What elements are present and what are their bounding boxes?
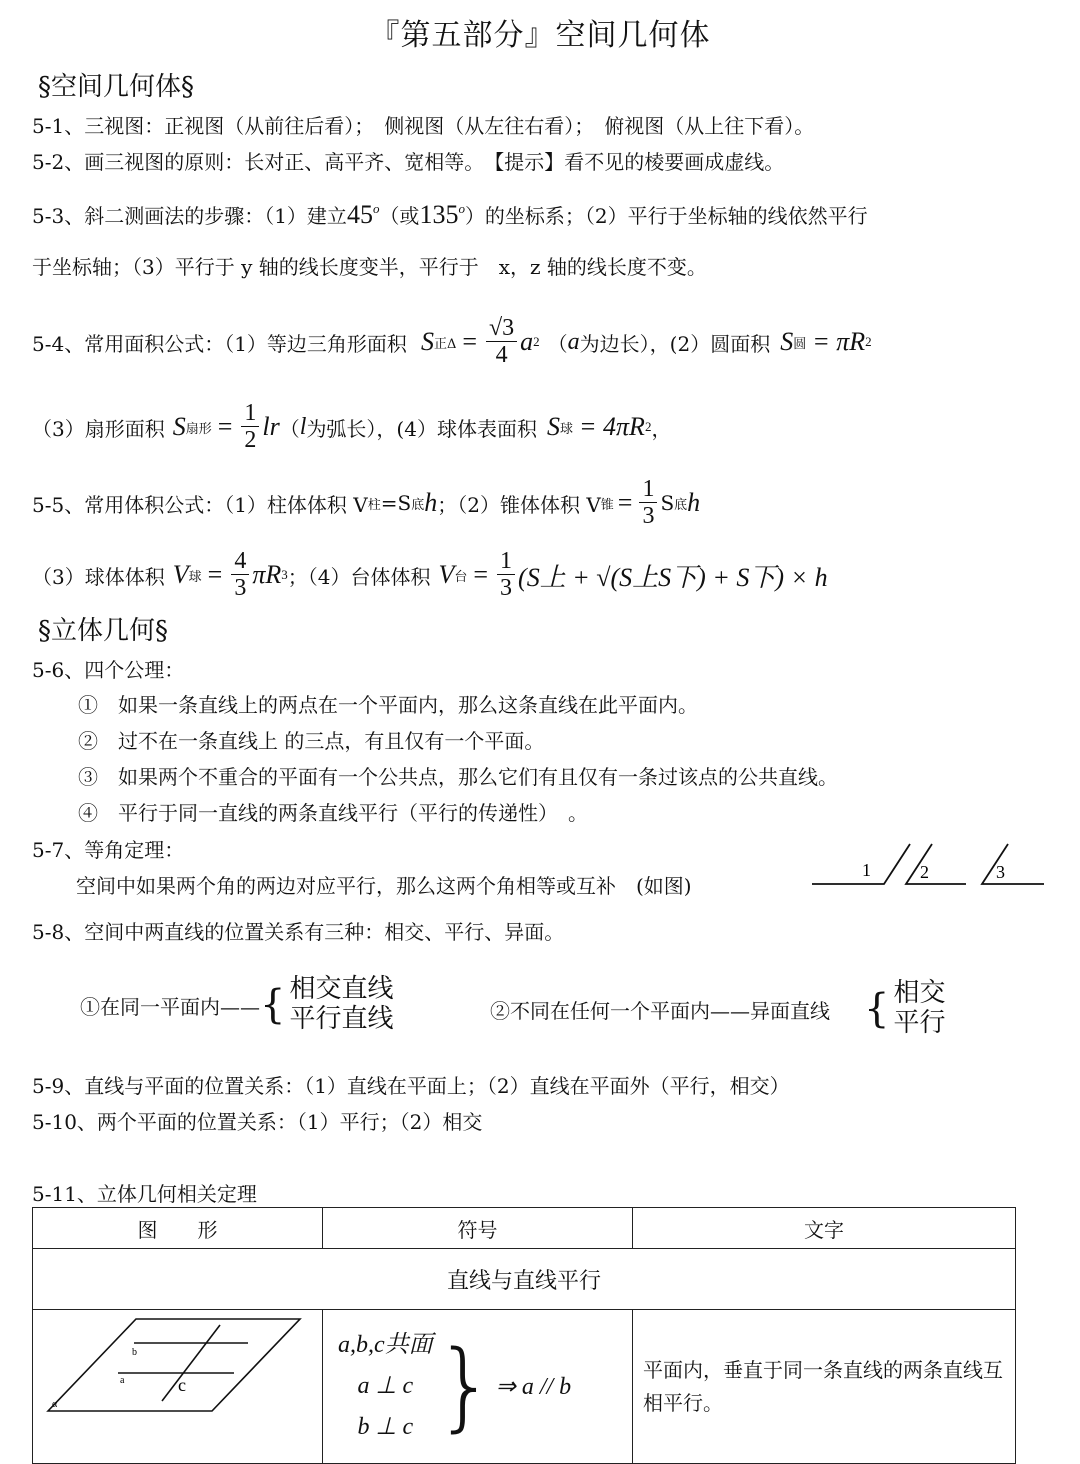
symbol-a: a [567, 328, 580, 355]
item-5-3-line1 [32, 200, 868, 230]
circle-area-expr: = πR [812, 327, 866, 356]
text: ②不同在任何一个平面内——异面直线 [490, 998, 830, 1023]
denominator: 3 [500, 575, 513, 601]
degree-mark: o [372, 201, 380, 216]
option-parallel: 平行 [893, 1008, 946, 1038]
angle-3-shape [982, 844, 1044, 884]
subscript: 正Δ [433, 336, 457, 352]
fraction-sqrt3-over-4 [486, 316, 517, 368]
fraction-1-over-2 [241, 401, 259, 453]
line-c [162, 1325, 220, 1401]
angle-label-3: 3 [996, 862, 1005, 882]
label-b: b [132, 1347, 137, 1358]
text: （ [279, 416, 300, 441]
text: ；（2）锥体体积 V [437, 492, 601, 517]
option-intersecting-lines: 相交直线 [289, 974, 394, 1005]
numerator: √3 [486, 316, 517, 342]
symbol-l: l [299, 413, 307, 440]
item-5-4-line1 [32, 306, 872, 378]
angle-135: 135 [419, 200, 459, 229]
item-5-5-line1 [32, 470, 700, 536]
item-5-7-text: 空间中如果两个角的两边对应平行，那么这两个角相等或互补 (如图) [76, 874, 692, 898]
brace-icon: { [260, 982, 286, 1028]
text: ， [651, 416, 672, 441]
label-a: a [120, 1375, 125, 1386]
brace-items [893, 979, 945, 1039]
numerator: 1 [241, 401, 259, 427]
symbol-h: h [424, 488, 438, 517]
numerator: 4 [231, 549, 249, 575]
text: 为弧长），(4）球体表面积 [306, 416, 537, 441]
symbol-S: S [420, 327, 434, 356]
exponent: 2 [644, 419, 652, 434]
conclusion: ⇒ a // b [495, 1373, 572, 1400]
subscript: 扇形 [185, 421, 212, 437]
brace-group [864, 979, 945, 1039]
brace-items [289, 975, 393, 1035]
angle-label-1: 1 [862, 860, 871, 880]
item-5-1: 5-1、三视图：正视图（从前往后看）； 侧视图（从左往右看）； 俯视图（从上往下看）。 [32, 114, 815, 138]
equals: = [217, 412, 233, 441]
condition-coplanar: a,b,c共面 [338, 1332, 433, 1359]
text: 5-3、斜二测画法的步骤：（1）建立 [32, 204, 347, 228]
subscript: 圆 [793, 336, 807, 352]
text: （3）扇形面积 [32, 416, 165, 441]
item-5-11: 5-11、立体几何相关定理 [32, 1182, 257, 1206]
degree-mark: o [458, 201, 465, 216]
label-c: c [178, 1375, 186, 1395]
item-5-6: 5-6、四个公理： [32, 658, 185, 682]
conditions [338, 1325, 433, 1447]
plane-figure [34, 1311, 318, 1457]
text: ①在同一平面内—— [80, 994, 260, 1019]
section-heading-solids: §空间几何体§ [38, 72, 195, 102]
symbol-V: V [438, 560, 455, 589]
item-5-2: 5-2、画三视图的原则：长对正、高平齐、宽相等。 【提示】看不见的棱要画成虚线。 [32, 150, 785, 174]
symbol-a: a [520, 327, 534, 356]
classification-coplanar [80, 972, 393, 1038]
angle-2-shape [906, 844, 966, 884]
text: =S [380, 491, 412, 515]
table-header-row [33, 1208, 1016, 1249]
denominator: 3 [234, 575, 247, 601]
item-5-7: 5-7、等角定理： [32, 838, 185, 862]
item-5-10: 5-10、两个平面的位置关系：（1）平行；（2）相交 [32, 1110, 483, 1134]
equals: = [473, 560, 489, 589]
subscript: 锥 [600, 497, 614, 513]
item-5-9: 5-9、直线与平面的位置关系：（1）直线在平面上；（2）直线在平面外（平行，相交） [32, 1074, 790, 1098]
text: 5-4、常用面积公式：（1）等边三角形面积 [32, 331, 407, 356]
header-symbol: 符号 [323, 1208, 633, 1249]
item-5-3-line2: 于坐标轴；（3）平行于 y 轴的线长度变半，平行于 x，z 轴的线长度不变。 [32, 255, 707, 279]
symbol-V: V [172, 560, 189, 589]
axiom-1: ① 如果一条直线上的两点在一个平面内，那么这条直线在此平面内。 [78, 693, 698, 717]
item-5-8: 5-8、空间中两直线的位置关系有三种：相交、平行、异面。 [32, 920, 565, 944]
text: S [660, 491, 675, 515]
equals: = [462, 327, 477, 356]
numerator: 1 [639, 477, 657, 503]
symbol-piR: πR [252, 560, 282, 589]
text: （ [547, 331, 568, 356]
header-text: 文字 [633, 1208, 1016, 1249]
symbol-lr: lr [262, 412, 280, 441]
numerator: 1 [497, 549, 515, 575]
right-brace-icon: } [434, 1330, 496, 1443]
text-cell: 平面内，垂直于同一条直线的两条直线互相平行。 [633, 1310, 1016, 1464]
text: 5-5、常用体积公式：（1）柱体体积 V [32, 492, 368, 517]
symbol-S: S [546, 412, 560, 441]
exponent: 2 [533, 334, 540, 349]
fraction-4-over-3 [231, 549, 249, 601]
condition-b-perp-c: b ⊥ c [357, 1413, 414, 1440]
denominator: 2 [244, 427, 257, 453]
equals: = [617, 488, 633, 517]
subscript: 球 [559, 421, 573, 437]
axiom-2: ② 过不在一条直线上 的三点，有且仅有一个平面。 [78, 729, 545, 753]
table-row [33, 1249, 1016, 1310]
symbol-block [324, 1325, 631, 1447]
axiom-4: ④ 平行于同一直线的两条直线平行（平行的传递性） 。 [78, 801, 588, 825]
text: ）的坐标系；（2）平行于坐标轴的线依然平行 [464, 204, 868, 228]
text: ；（4）台体体积 [287, 564, 431, 589]
figure-cell [33, 1310, 323, 1464]
equals: = [207, 560, 223, 589]
condition-a-perp-c: a ⊥ c [357, 1373, 414, 1400]
item-5-4-line2 [32, 394, 671, 460]
table-row [33, 1310, 1016, 1464]
exponent: 2 [865, 334, 872, 349]
fraction-1-over-3 [497, 549, 515, 601]
angle-1-shape [812, 844, 910, 884]
item-5-5-line2 [32, 540, 828, 610]
subscript: 底 [411, 497, 425, 513]
plane-alpha-shape [48, 1319, 300, 1411]
subscript: 台 [454, 569, 468, 585]
symbol-cell [323, 1310, 633, 1464]
theorem-title: 直线与直线平行 [33, 1249, 1016, 1310]
option-intersecting: 相交 [893, 978, 946, 1009]
angle-label-2: 2 [920, 862, 929, 882]
symbol-S: S [172, 412, 186, 441]
subscript: 底 [674, 497, 688, 513]
text: 为边长），(2）圆面积 [579, 331, 771, 356]
header-figure: 图 形 [33, 1208, 323, 1249]
symbol-S: S [780, 327, 794, 356]
exponent: 3 [281, 567, 288, 582]
sphere-area-expr: = 4πR [578, 412, 645, 441]
brace-group [260, 975, 393, 1035]
text: （3）球体体积 [32, 564, 165, 589]
subscript: 球 [188, 569, 202, 585]
option-parallel-lines: 平行直线 [289, 1004, 394, 1034]
denominator: 3 [642, 503, 655, 529]
angle-45: 45 [346, 200, 373, 229]
fraction-1-over-3 [639, 477, 657, 529]
axiom-3: ③ 如果两个不重合的平面有一个公共点，那么它们有且仅有一条过该点的公共直线。 [78, 765, 838, 789]
equal-angle-figure [812, 838, 1052, 890]
denominator: 4 [495, 342, 508, 368]
text: （或 [379, 204, 420, 228]
frustum-volume-expr: (S上 + √(S上S下) + S下) × h [518, 562, 828, 592]
subscript: 柱 [367, 497, 381, 513]
page-title: 『第五部分』空间几何体 [369, 18, 711, 53]
label-alpha: α [52, 1399, 58, 1410]
brace-icon: { [864, 986, 890, 1032]
classification-non-coplanar [490, 976, 945, 1042]
theorem-table [32, 1207, 1016, 1464]
symbol-h: h [687, 488, 701, 517]
section-heading-solid-geometry: §立体几何§ [38, 616, 169, 646]
